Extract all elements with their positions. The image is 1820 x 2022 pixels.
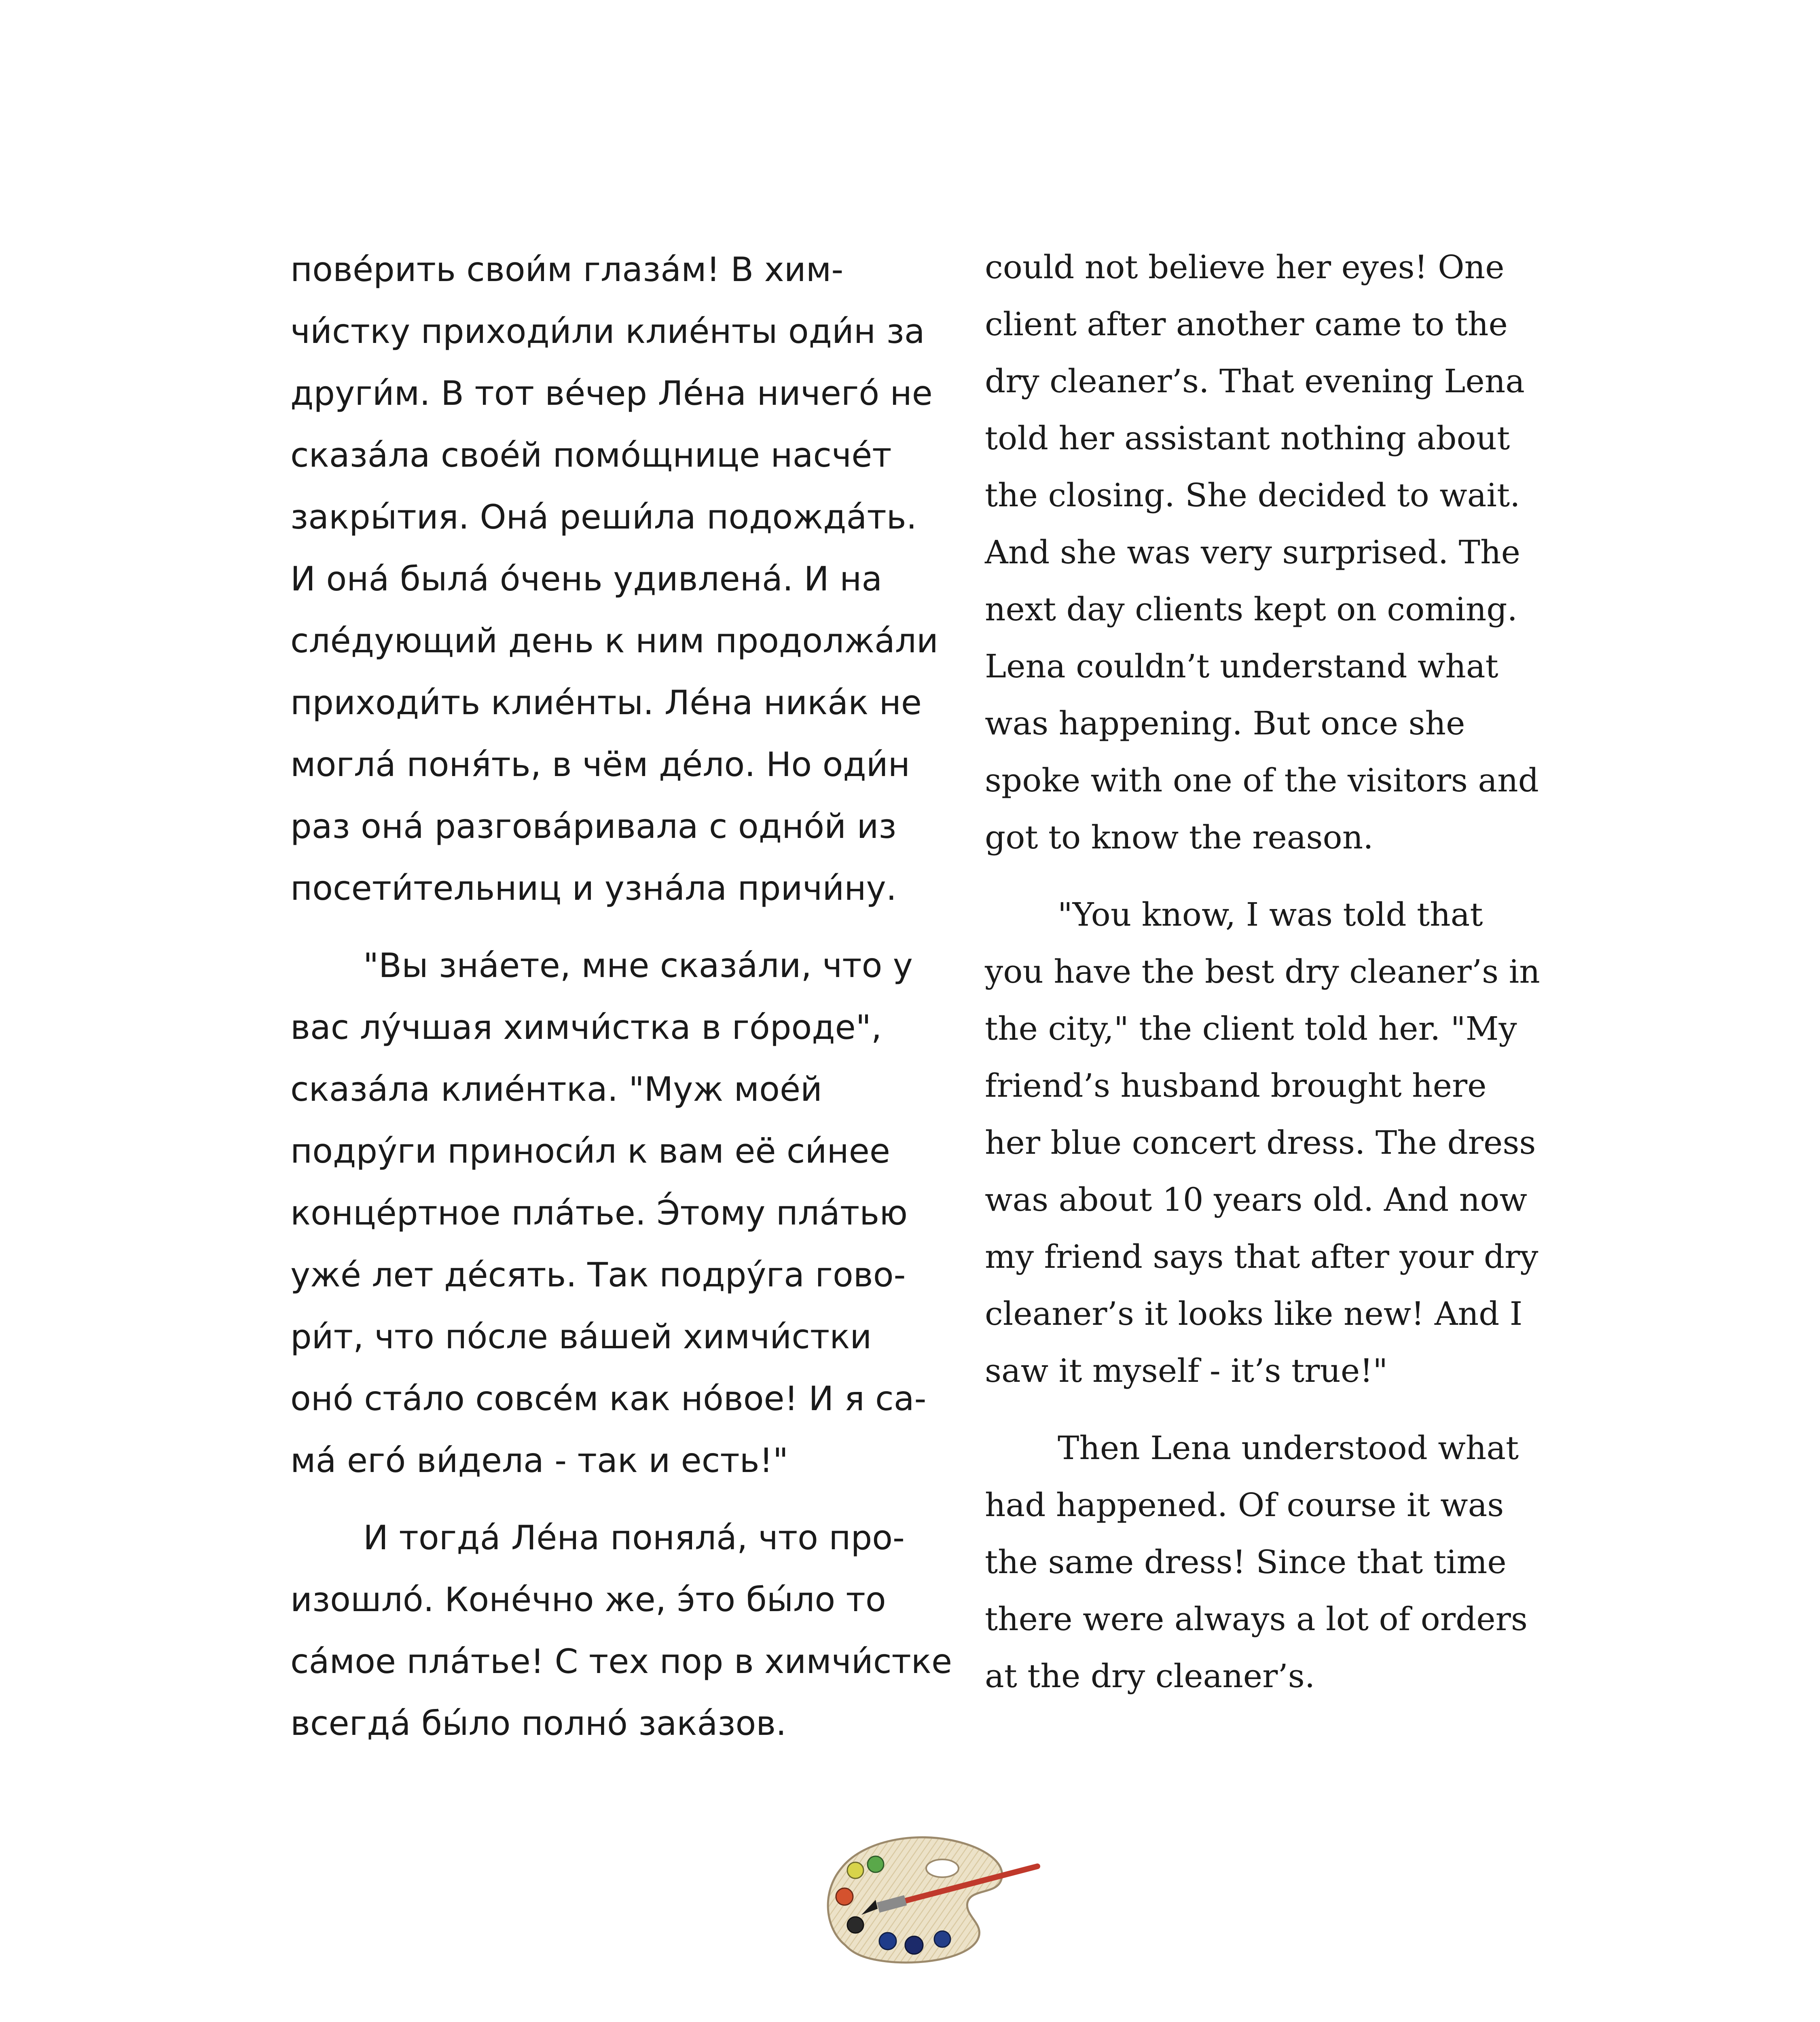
text-line: са́мое пла́тье! С тех пор в химчи́стке [290,1642,952,1681]
text-line: spoke with one of the visitors and [985,761,1539,799]
text-line: оно́ ста́ло совсе́м как но́вое! И я са- [290,1379,927,1418]
text-line: at the dry cleaner’s. [985,1657,1315,1695]
text-line: the closing. She decided to wait. [985,476,1520,514]
russian-paragraph-2 [290,935,954,1491]
paint-yellow [847,1862,863,1878]
text-line: подру́ги приноси́л к вам её си́нее [290,1132,890,1171]
russian-paragraph-3 [290,1507,954,1754]
text-line: was happening. But once she [985,704,1465,742]
text-line: And she was very surprised. The [985,533,1520,571]
english-paragraph-3 [985,1419,1591,1705]
paint-blue-3 [934,1931,950,1947]
text-line: конце́ртное пла́тье. Э́тому пла́тью [290,1193,908,1233]
text-line: сле́дующий день к ним продолжа́ли [290,621,938,660]
text-line: Lena couldn’t understand what [985,647,1498,685]
text-line: cleaner’s it looks like new! And I [985,1295,1523,1332]
text-line: "You know, I was told that [1058,896,1483,933]
english-column [985,239,1591,1725]
text-line: had happened. Of course it was [985,1486,1504,1524]
text-line: the city," the client told her. "My [985,1010,1517,1047]
paint-palette-icon [817,1824,1043,1969]
russian-paragraph-1 [290,239,954,919]
text-line: И тогда́ Ле́на поняла́, что про- [363,1518,905,1557]
paint-blue-1 [879,1933,896,1950]
text-line: next day clients kept on coming. [985,590,1517,628]
text-line: client after another came to the [985,305,1508,343]
text-line: could not believe her eyes! One [985,248,1505,286]
palette-thumb-hole [926,1859,959,1877]
text-line: ри́т, что по́сле ва́шей химчи́стки [290,1317,872,1356]
paint-blue-2 [905,1936,923,1954]
text-line: saw it myself - it’s true!" [985,1352,1388,1390]
text-line: посети́тельниц и узна́ла причи́ну. [290,869,897,908]
text-line: сказа́ла свое́й помо́щнице насче́т [290,436,892,475]
paint-black [847,1917,863,1933]
text-line: вас лу́чшая химчи́стка в го́роде", [290,1008,882,1047]
text-line: you have the best dry cleaner’s in [985,953,1540,990]
english-paragraph-1 [985,239,1591,866]
text-line: закры́тия. Она́ реши́ла подожда́ть. [290,497,917,537]
text-line: раз она́ разгова́ривала с одно́й из [290,807,897,846]
text-line: могла́ поня́ть, в чём де́ло. Но оди́н [290,745,910,784]
text-line: there were always a lot of orders [985,1600,1528,1638]
text-line: got to know the reason. [985,819,1373,856]
text-line: изошло́. Коне́чно же, э́то бы́ло то [290,1580,886,1619]
text-line: пове́рить свои́м глаза́м! В хим- [290,250,844,289]
text-line: dry cleaner’s. That evening Lena [985,362,1525,400]
paint-green [868,1856,884,1872]
text-line: my friend says that after your dry [985,1238,1539,1275]
text-line: приходи́ть клие́нты. Ле́на ника́к не [290,683,922,722]
text-line: чи́стку приходи́ли клие́нты оди́н за [290,312,925,351]
text-line: други́м. В тот ве́чер Ле́на ничего́ не [290,374,933,413]
text-line: Then Lena understood what [1058,1429,1519,1467]
text-line: уже́ лет де́сять. Так подру́га гово- [290,1255,906,1294]
paint-orange [836,1888,853,1905]
text-line: her blue concert dress. The dress [985,1124,1536,1161]
text-line: friend’s husband brought here [985,1067,1487,1104]
text-line: И она́ была́ о́чень удивлена́. И на [290,559,882,599]
english-paragraph-2 [985,886,1591,1399]
text-line: всегда́ бы́ло полно́ зака́зов. [290,1704,787,1743]
text-line: told her assistant nothing about [985,419,1510,457]
text-line: сказа́ла клие́нтка. "Муж мое́й [290,1070,822,1109]
text-line: ма́ его́ ви́дела - так и есть!" [290,1441,789,1480]
text-line: "Вы зна́ете, мне сказа́ли, что у [363,946,913,985]
text-line: was about 10 years old. And now [985,1181,1527,1218]
text-line: the same dress! Since that time [985,1543,1507,1581]
russian-column [290,239,954,1770]
